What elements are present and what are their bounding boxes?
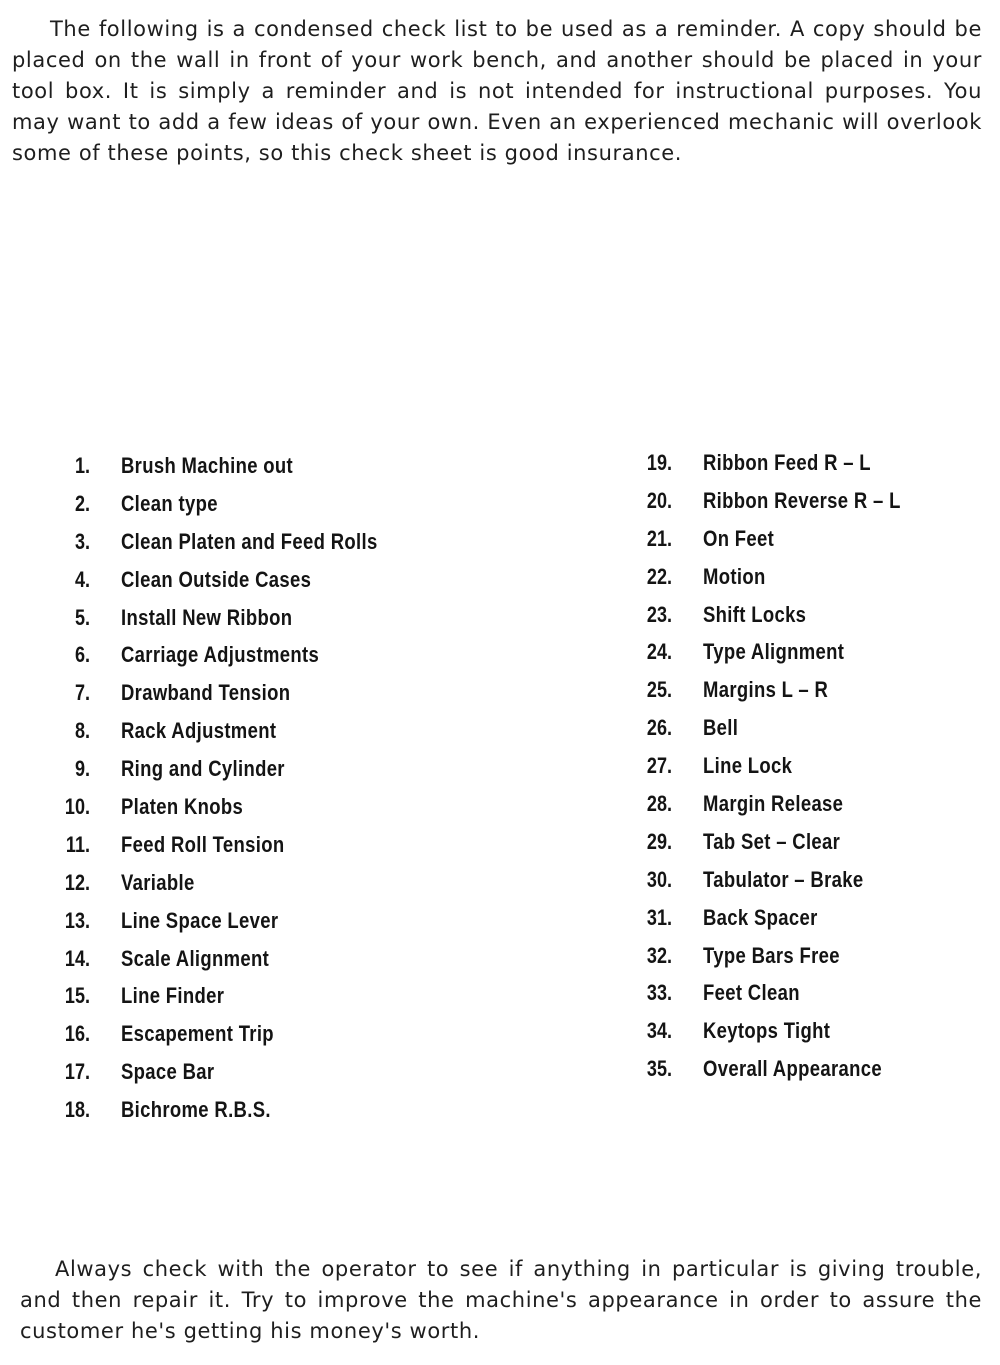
checklist-item (638, 861, 988, 899)
checklist-item (56, 788, 576, 826)
checklist-item (56, 712, 576, 750)
checklist-item (56, 977, 576, 1015)
checklist-item (638, 747, 988, 785)
item-label: Scale Alignment (121, 945, 270, 971)
item-label: Platen Knobs (121, 794, 244, 820)
item-number: 23. (646, 601, 672, 627)
checklist-left-column (56, 447, 576, 1129)
item-label: Shift Locks (703, 601, 807, 627)
item-number: 17. (64, 1059, 90, 1085)
checklist-item (638, 520, 988, 558)
item-label: Tab Set – Clear (703, 828, 841, 854)
item-label: Motion (703, 563, 766, 589)
item-label: Overall Appearance (703, 1056, 882, 1082)
item-number: 30. (646, 866, 672, 892)
checklist-item (56, 447, 576, 485)
checklist-item (638, 937, 988, 975)
checklist-item (638, 1050, 988, 1088)
checklist-item (638, 596, 988, 634)
item-number: 5. (74, 604, 90, 630)
checklist-item (56, 1091, 576, 1129)
item-number: 9. (74, 756, 90, 782)
item-label: Carriage Adjustments (121, 642, 320, 668)
item-number: 1. (74, 453, 90, 478)
item-number: 10. (64, 794, 90, 820)
item-label: Keytops Tight (703, 1018, 831, 1044)
item-label: Back Spacer (703, 904, 818, 930)
item-label: Clean Outside Cases (121, 566, 312, 592)
item-number: 7. (74, 680, 90, 706)
item-number: 6. (74, 642, 90, 668)
item-label: Bichrome R.B.S. (121, 1097, 271, 1123)
item-number: 2. (74, 490, 90, 516)
item-label: Variable (121, 869, 195, 895)
item-label: Tabulator – Brake (703, 866, 864, 892)
item-label: Margins L – R (703, 677, 829, 703)
checklist-item (56, 750, 576, 788)
closing-paragraph: Always check with the operator to see if anything in particular is giving trouble, and then repair it. Try to improve the machine's appearance in order to assure the customer he's getting his money's worth. (20, 1257, 982, 1343)
checklist-item (638, 785, 988, 823)
checklist-item (638, 482, 988, 520)
item-number: 18. (64, 1097, 90, 1123)
item-number: 25. (646, 677, 672, 703)
item-number: 27. (646, 753, 672, 779)
item-label: Bell (703, 715, 739, 741)
checklist-item (638, 444, 988, 482)
item-label: Margin Release (703, 791, 844, 817)
item-label: Line Space Lever (121, 907, 279, 933)
intro-paragraph: The following is a condensed check list to be used as a reminder. A copy should be placed on the wall in front of your work bench, and another should be placed in your tool box. It is simply a reminder and is not intended for instructional purposes. You may want to add a few ideas of your own. Even an experienced mechanic will overlook some of these points, so this check sheet is good insurance. (12, 17, 982, 165)
item-number: 20. (646, 487, 672, 513)
checklist-item (56, 599, 576, 637)
checklist-item (638, 709, 988, 747)
item-label: Clean type (121, 490, 218, 516)
item-number: 26. (646, 715, 672, 741)
item-label: Ribbon Reverse R – L (703, 487, 901, 513)
item-label: Line Lock (703, 753, 793, 779)
item-number: 15. (64, 983, 90, 1009)
item-number: 3. (74, 528, 90, 554)
checklist-item (56, 636, 576, 674)
item-number: 4. (74, 566, 90, 592)
item-number: 28. (646, 791, 672, 817)
checklist-item (638, 558, 988, 596)
item-label: Escapement Trip (121, 1021, 274, 1047)
item-label: Brush Machine out (121, 453, 294, 478)
item-number: 32. (646, 942, 672, 968)
item-label: Clean Platen and Feed Rolls (121, 528, 378, 554)
checklist-item (56, 485, 576, 523)
item-label: Drawband Tension (121, 680, 291, 706)
checklist-item (56, 523, 576, 561)
item-label: Feed Roll Tension (121, 831, 285, 857)
item-number: 13. (64, 907, 90, 933)
item-label: Ring and Cylinder (121, 756, 285, 782)
item-label: Type Bars Free (703, 942, 840, 968)
item-number: 19. (646, 450, 672, 475)
item-label: Line Finder (121, 983, 225, 1009)
checklist-item (638, 823, 988, 861)
item-number: 31. (646, 904, 672, 930)
item-number: 11. (65, 831, 90, 857)
item-label: Feet Clean (703, 980, 800, 1006)
item-label: Install New Ribbon (121, 604, 293, 630)
item-label: Space Bar (121, 1059, 215, 1085)
item-label: On Feet (703, 525, 775, 551)
item-number: 34. (646, 1018, 672, 1044)
checklist-item (638, 671, 988, 709)
checklist-item (638, 974, 988, 1012)
checklist-item (638, 899, 988, 937)
item-number: 8. (74, 718, 90, 744)
checklist-right-column (638, 444, 988, 1088)
checklist-item (56, 1053, 576, 1091)
item-number: 16. (64, 1021, 90, 1047)
item-number: 33. (646, 980, 672, 1006)
checklist-item (56, 561, 576, 599)
checklist-item (56, 940, 576, 978)
item-number: 24. (646, 639, 672, 665)
checklist-item (56, 826, 576, 864)
item-label: Rack Adjustment (121, 718, 277, 744)
checklist-item (56, 864, 576, 902)
checklist-item (638, 1012, 988, 1050)
checklist-item (56, 1015, 576, 1053)
item-number: 35. (646, 1056, 672, 1082)
checklist-item (56, 902, 576, 940)
item-number: 29. (646, 828, 672, 854)
item-number: 21. (646, 525, 672, 551)
checklist-item (56, 674, 576, 712)
item-number: 14. (64, 945, 90, 971)
item-number: 12. (64, 869, 90, 895)
item-number: 22. (646, 563, 672, 589)
item-label: Ribbon Feed R – L (703, 450, 871, 475)
checklist-item (638, 633, 988, 671)
item-label: Type Alignment (703, 639, 845, 665)
